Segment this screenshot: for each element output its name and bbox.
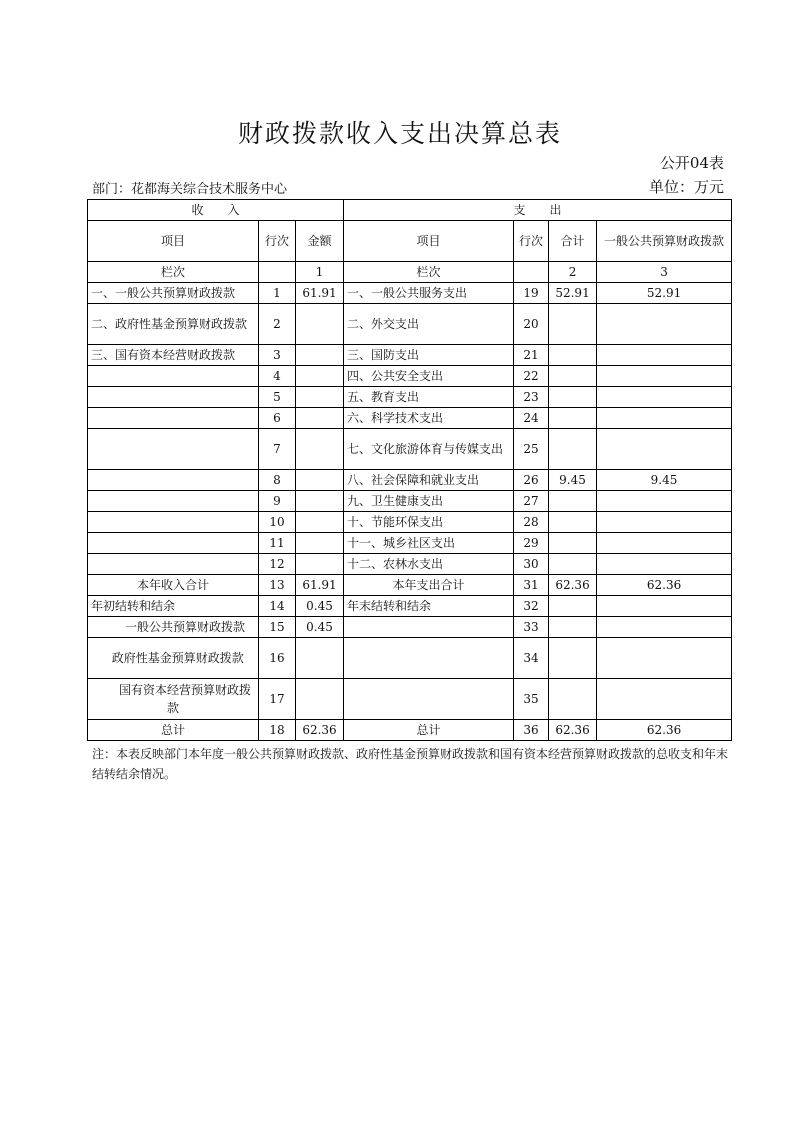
- income-row-no-cell: 13: [259, 575, 296, 596]
- income-item-cell: 一般公共预算财政拨款: [88, 617, 259, 638]
- income-item-cell: 政府性基金预算财政拨款: [88, 638, 259, 679]
- expense-total-cell: [549, 638, 597, 679]
- unit-label: 单位：万元: [648, 178, 724, 196]
- budget-table: [87, 199, 732, 741]
- income-amount-cell: 61.91: [296, 575, 344, 596]
- expense-item-cell: 九、卫生健康支出: [344, 491, 514, 512]
- income-amount-cell: [296, 429, 344, 470]
- expense-total-cell: 9.45: [549, 470, 597, 491]
- income-item-cell: 国有资本经营预算财政拨款: [88, 679, 259, 720]
- expense-general-cell: 9.45: [597, 470, 732, 491]
- table-row: [88, 345, 732, 366]
- income-item-cell: 一、一般公共预算财政拨款: [88, 283, 259, 304]
- expense-total-cell: [549, 596, 597, 617]
- income-amount-cell: [296, 679, 344, 720]
- expense-item-cell: 一、一般公共服务支出: [344, 283, 514, 304]
- expense-total-header: 合计: [549, 221, 597, 262]
- income-row-no-cell: 5: [259, 387, 296, 408]
- income-row-no-cell: 1: [259, 283, 296, 304]
- expense-total-cell: [549, 491, 597, 512]
- income-amount-cell: [296, 470, 344, 491]
- income-item-cell: [88, 366, 259, 387]
- expense-item-cell: [344, 617, 514, 638]
- income-item-cell: [88, 533, 259, 554]
- income-item-cell: 总计: [88, 720, 259, 741]
- income-amount-cell: 0.45: [296, 617, 344, 638]
- expense-row-no-cell: 23: [514, 387, 549, 408]
- expense-row-no-cell: 25: [514, 429, 549, 470]
- income-amount-cell: [296, 408, 344, 429]
- expense-total-cell: [549, 366, 597, 387]
- expense-item-cell: 十、节能环保支出: [344, 512, 514, 533]
- income-row-no-cell: 11: [259, 533, 296, 554]
- expense-header: 支 出: [344, 200, 732, 221]
- expense-general-cell: [597, 366, 732, 387]
- income-row-no-cell: 15: [259, 617, 296, 638]
- expense-item-cell: 总计: [344, 720, 514, 741]
- department-label: 部门：花都海关综合技术服务中心: [92, 182, 288, 197]
- income-row-no-header: 行次: [259, 221, 296, 262]
- table-row: [88, 366, 732, 387]
- income-amount-cell: [296, 366, 344, 387]
- income-amount-header: 金额: [296, 221, 344, 262]
- expense-item-cell: 十二、农林水支出: [344, 554, 514, 575]
- col-index-3: 3: [597, 262, 732, 283]
- expense-row-no-cell: 31: [514, 575, 549, 596]
- table-row: [88, 387, 732, 408]
- income-amount-cell: 0.45: [296, 596, 344, 617]
- table-row: [88, 679, 732, 720]
- expense-item-cell: 年末结转和结余: [344, 596, 514, 617]
- income-amount-cell: [296, 345, 344, 366]
- income-amount-cell: 61.91: [296, 283, 344, 304]
- column-header-row: [88, 221, 732, 262]
- table-row: [88, 470, 732, 491]
- expense-general-cell: [597, 387, 732, 408]
- income-row-no-cell: 18: [259, 720, 296, 741]
- table-row: [88, 408, 732, 429]
- income-row-no-cell: 9: [259, 491, 296, 512]
- table-row: [88, 429, 732, 470]
- expense-total-cell: 52.91: [549, 283, 597, 304]
- expense-item-cell: [344, 638, 514, 679]
- col-index-1: 1: [296, 262, 344, 283]
- table-row: [88, 575, 732, 596]
- table-row: [88, 720, 732, 741]
- income-row-no-cell: 17: [259, 679, 296, 720]
- expense-row-no-cell: 22: [514, 366, 549, 387]
- col-index-2: 2: [549, 262, 597, 283]
- expense-row-no-cell: 34: [514, 638, 549, 679]
- expense-item-cell: 五、教育支出: [344, 387, 514, 408]
- expense-row-no-cell: 36: [514, 720, 549, 741]
- expense-row-no-cell: 24: [514, 408, 549, 429]
- expense-total-cell: [549, 533, 597, 554]
- income-item-cell: 本年收入合计: [88, 575, 259, 596]
- expense-general-cell: [597, 533, 732, 554]
- income-amount-cell: [296, 554, 344, 575]
- income-row-no-cell: 8: [259, 470, 296, 491]
- income-amount-cell: [296, 387, 344, 408]
- expense-total-cell: [549, 617, 597, 638]
- income-item-cell: [88, 408, 259, 429]
- expense-general-cell: [597, 679, 732, 720]
- income-item-cell: [88, 512, 259, 533]
- income-item-cell: 年初结转和结余: [88, 596, 259, 617]
- expense-general-cell: [597, 429, 732, 470]
- page-title: 财政拨款收入支出决算总表: [237, 119, 562, 148]
- expense-total-cell: 62.36: [549, 575, 597, 596]
- footnote: 注：本表反映部门本年度一般公共预算财政拨款、政府性基金预算财政拨款和国有资本经营预算财政拨款的总收支和年末结转结余情况。: [92, 747, 729, 781]
- expense-general-header: 一般公共预算财政拨款: [597, 221, 732, 262]
- income-amount-cell: [296, 638, 344, 679]
- income-row-no-cell: 12: [259, 554, 296, 575]
- expense-row-no-cell: 28: [514, 512, 549, 533]
- expense-row-no-cell: 20: [514, 304, 549, 345]
- expense-total-cell: [549, 554, 597, 575]
- income-item-cell: 三、国有资本经营财政拨款: [88, 345, 259, 366]
- income-amount-cell: [296, 512, 344, 533]
- expense-total-cell: [549, 304, 597, 345]
- income-amount-cell: [296, 533, 344, 554]
- expense-row-no-header: 行次: [514, 221, 549, 262]
- table-row: [88, 554, 732, 575]
- income-item-cell: [88, 470, 259, 491]
- income-row-no-cell: 10: [259, 512, 296, 533]
- income-amount-cell: [296, 491, 344, 512]
- expense-row-no-cell: 33: [514, 617, 549, 638]
- expense-general-cell: [597, 408, 732, 429]
- expense-row-no-cell: 35: [514, 679, 549, 720]
- table-row: [88, 596, 732, 617]
- expense-general-cell: 62.36: [597, 575, 732, 596]
- expense-general-cell: [597, 638, 732, 679]
- expense-general-cell: [597, 512, 732, 533]
- column-index-row: [88, 262, 732, 283]
- expense-item-header: 项目: [344, 221, 514, 262]
- income-amount-cell: [296, 304, 344, 345]
- expense-total-cell: [549, 679, 597, 720]
- table-row: [88, 512, 732, 533]
- expense-total-cell: [549, 512, 597, 533]
- table-row: [88, 617, 732, 638]
- income-header: 收 入: [88, 200, 344, 221]
- expense-total-cell: 62.36: [549, 720, 597, 741]
- income-item-cell: [88, 491, 259, 512]
- form-number: 公开04表: [659, 154, 724, 172]
- income-item-header: 项目: [88, 221, 259, 262]
- income-item-cell: [88, 429, 259, 470]
- table-row: [88, 283, 732, 304]
- expense-item-cell: 本年支出合计: [344, 575, 514, 596]
- expense-row-no-cell: 21: [514, 345, 549, 366]
- expense-item-cell: 八、社会保障和就业支出: [344, 470, 514, 491]
- expense-item-cell: 七、文化旅游体育与传媒支出: [344, 429, 514, 470]
- section-header-row: [88, 200, 732, 221]
- income-col-label: 栏次: [88, 262, 259, 283]
- expense-item-cell: 二、外交支出: [344, 304, 514, 345]
- expense-total-cell: [549, 408, 597, 429]
- expense-row-no-cell: 30: [514, 554, 549, 575]
- income-row-no-cell: 16: [259, 638, 296, 679]
- expense-col-label: 栏次: [344, 262, 514, 283]
- expense-general-cell: 52.91: [597, 283, 732, 304]
- income-row-no-cell: 2: [259, 304, 296, 345]
- income-item-cell: [88, 554, 259, 575]
- income-amount-cell: 62.36: [296, 720, 344, 741]
- expense-general-cell: [597, 596, 732, 617]
- income-row-no-cell: 6: [259, 408, 296, 429]
- expense-general-cell: [597, 554, 732, 575]
- income-row-no-cell: 14: [259, 596, 296, 617]
- expense-total-cell: [549, 345, 597, 366]
- expense-row-no-cell: 19: [514, 283, 549, 304]
- expense-total-cell: [549, 429, 597, 470]
- empty-cell: [514, 262, 549, 283]
- expense-general-cell: 62.36: [597, 720, 732, 741]
- expense-item-cell: [344, 679, 514, 720]
- table-row: [88, 638, 732, 679]
- expense-item-cell: 四、公共安全支出: [344, 366, 514, 387]
- expense-row-no-cell: 26: [514, 470, 549, 491]
- income-item-cell: 二、政府性基金预算财政拨款: [88, 304, 259, 345]
- expense-general-cell: [597, 304, 732, 345]
- expense-item-cell: 十一、城乡社区支出: [344, 533, 514, 554]
- expense-general-cell: [597, 491, 732, 512]
- expense-row-no-cell: 29: [514, 533, 549, 554]
- expense-item-cell: 三、国防支出: [344, 345, 514, 366]
- expense-row-no-cell: 32: [514, 596, 549, 617]
- expense-general-cell: [597, 345, 732, 366]
- expense-general-cell: [597, 617, 732, 638]
- empty-cell: [259, 262, 296, 283]
- expense-item-cell: 六、科学技术支出: [344, 408, 514, 429]
- table-row: [88, 304, 732, 345]
- table-row: [88, 491, 732, 512]
- table-row: [88, 533, 732, 554]
- income-row-no-cell: 4: [259, 366, 296, 387]
- expense-total-cell: [549, 387, 597, 408]
- income-row-no-cell: 7: [259, 429, 296, 470]
- income-item-cell: [88, 387, 259, 408]
- income-row-no-cell: 3: [259, 345, 296, 366]
- expense-row-no-cell: 27: [514, 491, 549, 512]
